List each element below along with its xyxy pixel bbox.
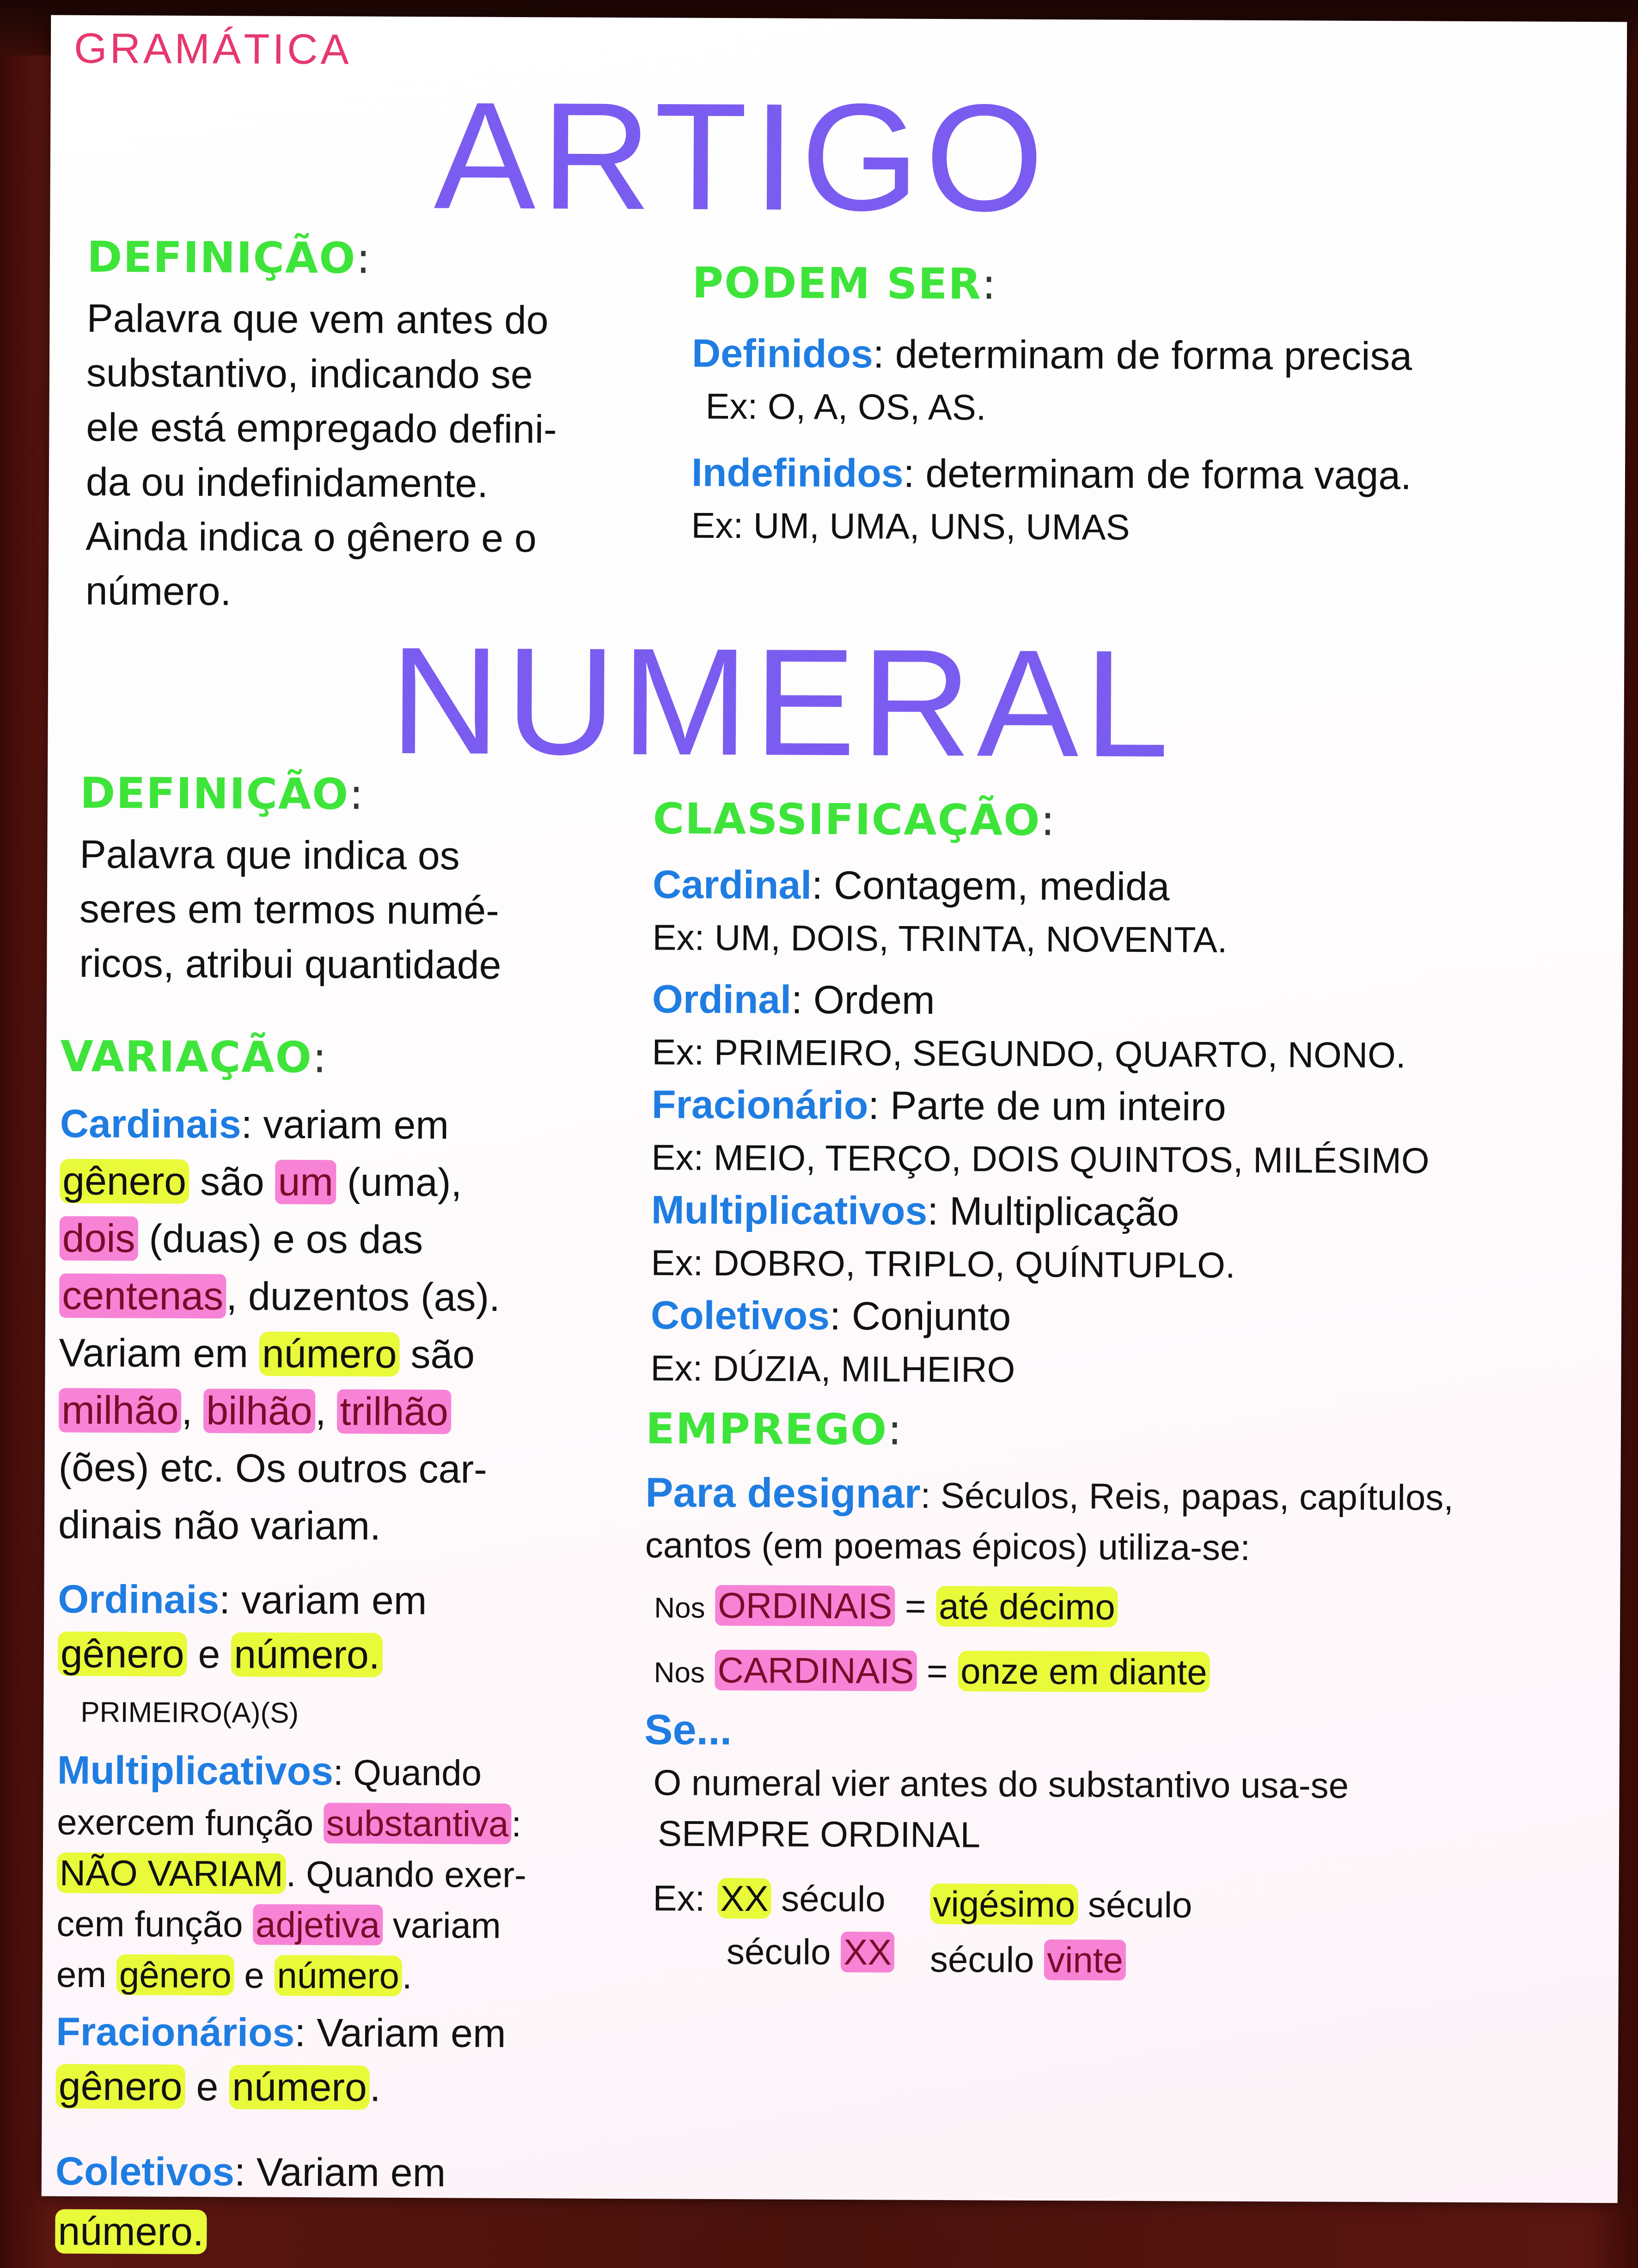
- se-block: Se... O numeral vier antes do substantivo usa-se SEMPRE ORDINAL: [644, 1706, 1349, 1855]
- classificacao-item-coletivos: Coletivos: Conjunto Ex: DÚZIA, MILHEIRO: [650, 1293, 1015, 1390]
- classificacao-item-cardinal: Cardinal: Contagem, medida Ex: UM, DOIS, TRINTA, NOVENTA.: [652, 862, 1228, 960]
- variacao-heading: VARIAÇÃO:: [60, 1031, 328, 1083]
- artigo-definicao-text: Palavra que vem antes do substantivo, indicando se ele está empregado defini- da ou indefinidamente. Ainda indica o gênero e o número.: [85, 296, 557, 614]
- variacao-fracionarios: Fracionários: Variam em gênero e número.: [56, 2009, 506, 2110]
- classificacao-item-multiplicativos: Multiplicativos: Multiplicação Ex: DOBRO, TRIPLO, QUÍNTUPLO.: [651, 1188, 1235, 1286]
- numeral-definicao-text: Palavra que indica os seres em termos numé- ricos, atribui quantidade: [79, 832, 501, 988]
- variacao-cardinais: Cardinais: variam em gênero são um (uma), dois (duas) e os das centenas, duzentos (as). Variam em número são milhão, bilhão, trilhão (ões) etc. Os outros car- dinais não variam.: [58, 1101, 501, 1549]
- indefinidos-example: Ex: UM, UMA, UNS, UMAS: [691, 505, 1130, 548]
- artigo-definicao-heading: DEFINIÇÃO:: [86, 232, 372, 283]
- podem-ser-heading: PODEM SER:: [692, 258, 997, 309]
- nos-ordinais-row: Nos ORDINAIS = até décimo: [654, 1579, 1592, 1634]
- variacao-section: [55, 1032, 661, 2264]
- classificacao-item-ordinal: Ordinal: Ordem Ex: PRIMEIRO, SEGUNDO, QUARTO, NONO.: [652, 977, 1406, 1076]
- variacao-multiplicativos: Multiplicativos: Quando exercem função substantiva: NÃO VARIAM. Quando exer- cem função adjetiva variam em gênero e número.: [56, 1748, 527, 1997]
- emprego-section: [643, 1404, 1593, 1988]
- numeral-title: NUMERAL: [390, 615, 1175, 789]
- artigo-podem-ser-section: [691, 258, 1571, 555]
- se-examples: Ex: XX século vigésimo século século XX século vinte: [653, 1878, 1192, 1981]
- emprego-heading: EMPREGO:: [645, 1404, 903, 1455]
- classificacao-heading: CLASSIFICAÇÃO:: [653, 794, 1056, 846]
- numeral-definicao-heading: DEFINIÇÃO:: [79, 768, 365, 819]
- definidos-row: Definidos: determinam de forma precisa: [691, 331, 1412, 379]
- variacao-ordinais: Ordinais: variam em gênero e número. PRIMEIRO(A)(S): [58, 1577, 427, 1729]
- para-designar: Para designar: Séculos, Reis, papas, capítulos, cantos (em poemas épicos) utiliza-se:: [645, 1469, 1454, 1568]
- nos-cardinais-row: Nos CARDINAIS = onze em diante: [654, 1644, 1592, 1699]
- variacao-coletivos: Coletivos: Variam em número.: [55, 2149, 446, 2255]
- indefinidos-row: Indefinidos: determinam de forma vaga.: [691, 450, 1412, 498]
- numeral-definicao-section: [79, 768, 635, 993]
- artigo-title: ARTIGO: [434, 70, 1050, 244]
- classificacao-item-fracionario: Fracionário: Parte de um inteiro Ex: MEIO, TERÇO, DOIS QUINTOS, MILÉSIMO: [651, 1082, 1430, 1181]
- poster-paper: [42, 15, 1627, 2255]
- artigo-definicao-section: [86, 232, 596, 621]
- classificacao-section: [650, 794, 1577, 1397]
- subject-label: GRAMÁTICA: [73, 24, 352, 73]
- definidos-example: Ex: O, A, OS, AS.: [705, 385, 986, 428]
